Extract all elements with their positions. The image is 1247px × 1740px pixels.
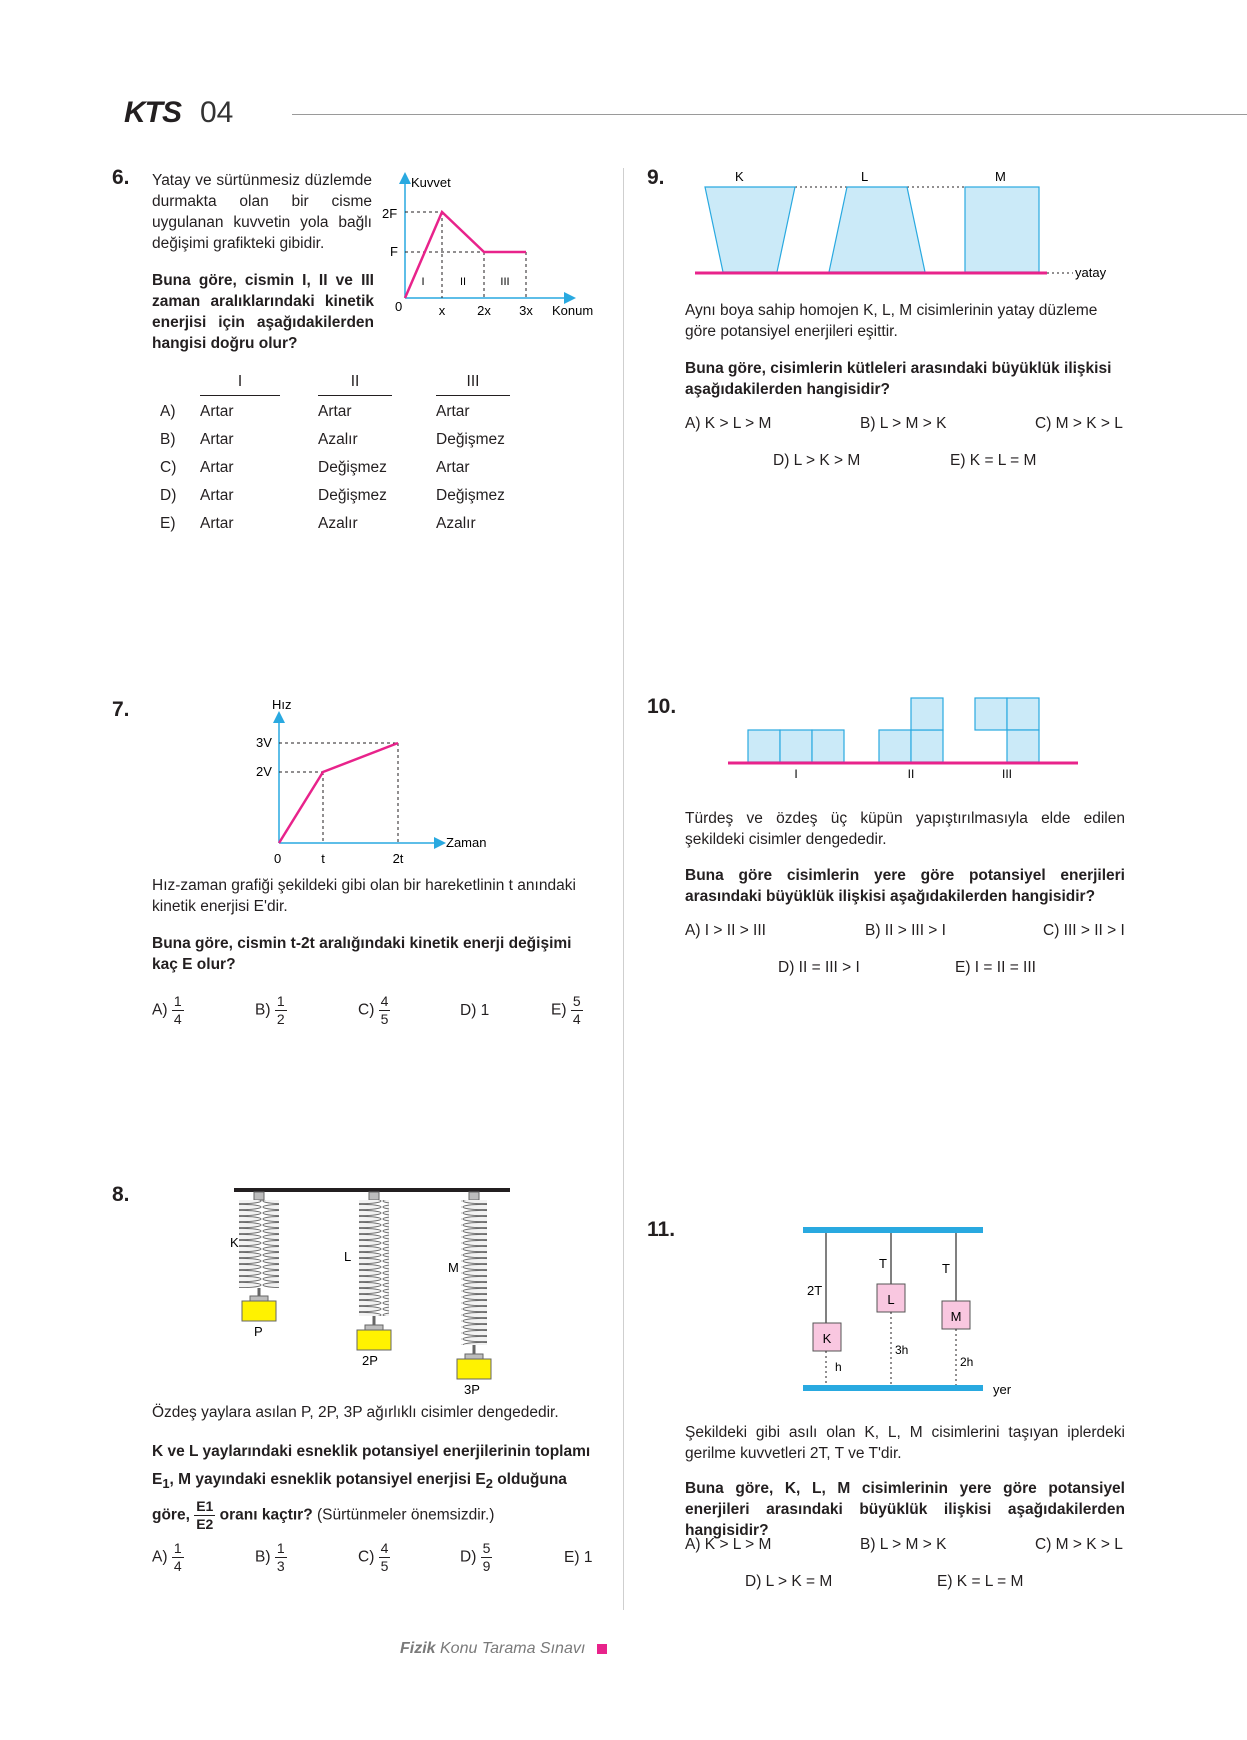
q6-option-d-letter: D) — [160, 487, 177, 504]
q9-option-d[interactable]: D) L > K > M — [773, 452, 861, 469]
q6-ylabel: Kuvvet — [411, 175, 451, 190]
q8-option-c-num: 4 — [380, 1540, 389, 1556]
q10-option-b[interactable]: B) II > III > I — [865, 922, 946, 939]
footer — [400, 1640, 607, 1658]
q10-body-2 — [879, 698, 943, 762]
q7-option-a-num: 1 — [173, 993, 182, 1009]
q9-body-m — [965, 187, 1039, 272]
q11-text: Şekildeki gibi asılı olan K, L, M cisimlerini taşıyan iplerdeki gerilme kuvvetleri 2T, T ve T'dir. — [685, 1424, 1125, 1462]
q7-option-b-num: 1 — [276, 993, 285, 1009]
q6-option-b-2: Azalır — [318, 431, 358, 448]
q8-mass-p — [242, 1301, 276, 1321]
q10-option-c[interactable]: C) III > II > I — [1043, 922, 1125, 939]
q8-label-l: L — [344, 1249, 352, 1264]
q6-header-2: II — [318, 373, 392, 396]
q6-text: Yatay ve sürtünmesiz düzlemde durmakta olan bir cisme uygulanan kuvvetin yola bağlı değişimi grafikteki gibidir. — [152, 172, 372, 252]
q11-option-e[interactable]: E) K = L = M — [937, 1573, 1024, 1590]
q10-option-e[interactable]: E) I = II = III — [955, 959, 1036, 976]
q10-body-1 — [748, 730, 844, 762]
q8-option-a-fraction — [172, 1540, 184, 1575]
q6-option-e[interactable] — [160, 510, 536, 538]
q9-label-l: L — [861, 169, 869, 184]
header-rule — [292, 114, 1247, 115]
q8-option-c-fraction — [379, 1540, 391, 1575]
q9-option-c[interactable]: C) M > K > L — [1035, 415, 1123, 432]
q6-option-c-3: Artar — [436, 459, 470, 476]
q8-number: 8. — [112, 1183, 130, 1206]
q10-figure — [728, 690, 1088, 780]
q8-mass-2p — [357, 1330, 391, 1350]
q10-label-1: I — [794, 767, 798, 780]
q11-figure — [795, 1220, 1025, 1405]
q10-text: Türdeş ve özdeş üç küpün yapıştırılmasıyla elde edilen şekildeki cisimler dengededir. — [685, 810, 1125, 848]
q6-question: Buna göre, cismin I, II ve III zaman aralıklarındaki kinetik enerjisi için aşağıdakilerden hangisi doğru olur? — [152, 272, 374, 352]
q8-option-d-den: 9 — [482, 1558, 491, 1574]
q9-question: Buna göre, cisimlerin kütleleri arasındaki büyüklük ilişkisi aşağıdakilerden hangisidir? — [685, 360, 1112, 398]
q7-option-d-value: 1 — [480, 1002, 490, 1019]
q6-option-c[interactable] — [160, 454, 536, 482]
q8-text: Özdeş yaylara asılan P, 2P, 3P ağırlıklı cisimler dengededir. — [152, 1404, 559, 1421]
q6-x-tick-2x: 2x — [477, 303, 491, 318]
q8-label-p: P — [254, 1324, 263, 1339]
q8-option-b[interactable] — [255, 1540, 287, 1575]
q11-ground — [803, 1385, 983, 1391]
q8-option-a-num: 1 — [173, 1540, 182, 1556]
q10-option-d[interactable]: D) II = III > I — [778, 959, 860, 976]
q6-option-b[interactable] — [160, 426, 536, 454]
q7-option-d-letter: D) — [460, 1002, 477, 1019]
q8-option-b-den: 3 — [276, 1558, 285, 1574]
q8-sub-1: 1 — [162, 1476, 170, 1492]
q11-question: Buna göre, K, L, M cisimlerinin yere göre potansiyel enerjileri arasındaki büyüklük ilişkisi aşağıdakilerden hangisidir? — [685, 1480, 1125, 1539]
q8-option-a-den: 4 — [173, 1558, 182, 1574]
q6-region-1: I — [421, 276, 425, 288]
q7-option-e-letter: E) — [551, 1001, 567, 1019]
q8-ratio-den: E2 — [196, 1516, 214, 1533]
q10-question: Buna göre cisimlerin yere göre potansiyel enerjileri arasındaki büyüklük ilişkisi aşağıdakilerden hangisidir? — [685, 867, 1125, 905]
q6-option-e-1: Artar — [200, 515, 234, 532]
q8-label-2p: 2P — [362, 1353, 378, 1368]
q7-option-e[interactable] — [551, 993, 583, 1028]
q9-text: Aynı boya sahip homojen K, L, M cisimlerinin yatay düzleme göre potansiyel enerjileri eşittir. — [685, 302, 1098, 340]
column-divider — [623, 168, 624, 1610]
q6-option-d-2: Değişmez — [318, 487, 387, 504]
q7-option-e-den: 4 — [572, 1011, 581, 1027]
q6-options-table — [160, 370, 536, 538]
footer-subject: Fizik — [400, 1640, 436, 1657]
q8-ratio-num: E1 — [196, 1498, 214, 1515]
q7-option-b[interactable] — [255, 993, 287, 1028]
q11-tension-l: T — [879, 1256, 887, 1271]
q11-label-l: L — [887, 1292, 895, 1307]
q6-option-a-letter: A) — [160, 403, 176, 420]
q6-option-b-3: Değişmez — [436, 431, 505, 448]
q7-number: 7. — [112, 698, 130, 721]
q10-body-3 — [975, 698, 1039, 762]
q11-label-k: K — [822, 1331, 832, 1346]
q11-option-b[interactable]: B) L > M > K — [860, 1536, 947, 1553]
q8-spring-k — [239, 1192, 279, 1301]
q11-height-label-m: 2h — [960, 1355, 974, 1369]
q11-number: 11. — [647, 1218, 676, 1241]
q8-option-b-fraction — [275, 1540, 287, 1575]
q6-option-a-1: Artar — [200, 403, 234, 420]
q6-number: 6. — [112, 166, 130, 189]
q10-option-a[interactable]: A) I > II > III — [685, 922, 766, 939]
q9-label-k: K — [735, 169, 744, 184]
q11-option-c[interactable]: C) M > K > L — [1035, 1536, 1123, 1553]
q8-option-c-letter: C) — [358, 1548, 375, 1566]
q6-option-e-letter: E) — [160, 515, 176, 532]
q7-option-c-letter: C) — [358, 1001, 375, 1019]
q7-option-a-letter: A) — [152, 1001, 168, 1019]
q8-question-part3: olduğuna — [492, 1471, 567, 1488]
q7-option-d[interactable] — [460, 1002, 489, 1020]
q7-option-c-den: 5 — [380, 1011, 389, 1027]
q6-option-e-3: Azalır — [436, 515, 476, 532]
q8-option-b-num: 1 — [276, 1540, 285, 1556]
q6-option-c-1: Artar — [200, 459, 234, 476]
q6-header-1: I — [200, 373, 280, 396]
q8-question — [152, 1438, 602, 1533]
q6-option-d-1: Artar — [200, 487, 234, 504]
q6-region-2: II — [459, 276, 467, 288]
q8-option-d-letter: D) — [460, 1548, 477, 1566]
q11-tension-m: T — [942, 1261, 950, 1276]
q8-springs-figure — [222, 1180, 522, 1395]
q8-question-part1: K ve L yaylarındaki esneklik potansiyel enerjilerinin toplamı E — [152, 1443, 591, 1488]
footer-title: Konu Tarama Sınavı — [435, 1640, 586, 1657]
q9-body-k — [705, 187, 795, 272]
q8-spring-l — [359, 1192, 389, 1330]
q8-option-e-letter: E) — [564, 1549, 580, 1566]
q11-label-ground: yer — [993, 1382, 1012, 1397]
q6-origin: 0 — [395, 299, 403, 314]
q9-label-m: M — [995, 169, 1006, 184]
q8-option-d[interactable] — [460, 1540, 492, 1575]
q8-label-k: K — [230, 1235, 239, 1250]
q7-option-c-num: 4 — [380, 993, 389, 1009]
q7-ylabel: Hız — [272, 697, 292, 712]
q10-number: 10. — [647, 695, 677, 718]
q9-body-l — [829, 187, 925, 272]
q7-option-b-fraction — [275, 993, 287, 1028]
q7-option-e-num: 5 — [572, 993, 581, 1009]
q8-option-a[interactable] — [152, 1540, 184, 1575]
q7-x-tick-t: t — [321, 851, 325, 865]
q7-velocity-line — [279, 743, 398, 843]
q9-option-b[interactable]: B) L > M > K — [860, 415, 947, 432]
q8-sub-2: 2 — [485, 1476, 493, 1492]
q8-question-note: (Sürtünmeler önemsizdir.) — [312, 1506, 495, 1524]
q6-option-d[interactable] — [160, 482, 536, 510]
q6-option-e-2: Azalır — [318, 515, 358, 532]
q6-x-tick-3x: 3x — [519, 303, 533, 318]
q6-force-graph — [375, 170, 600, 330]
q8-question-part5: oranı kaçtır? — [215, 1506, 313, 1524]
q7-y-tick-2v: 2V — [256, 764, 272, 779]
q8-option-c[interactable] — [358, 1540, 390, 1575]
q6-option-a-2: Artar — [318, 403, 352, 420]
q6-option-d-3: Değişmez — [436, 487, 505, 504]
footer-square-icon — [597, 1644, 607, 1654]
q8-option-a-letter: A) — [152, 1548, 168, 1566]
q7-x-tick-2t: 2t — [392, 851, 404, 865]
q6-option-b-letter: B) — [160, 431, 176, 448]
q8-label-3p: 3P — [464, 1382, 480, 1395]
q6-x-tick-x: x — [438, 303, 446, 318]
q6-header-3: III — [436, 373, 510, 396]
q8-option-b-letter: B) — [255, 1548, 271, 1566]
q9-figure — [695, 165, 1135, 285]
q11-option-a[interactable]: A) K > L > M — [685, 1536, 772, 1553]
test-number: 04 — [200, 96, 234, 129]
q9-label-ground: yatay — [1075, 265, 1107, 280]
q7-question: Buna göre, cismin t-2t aralığındaki kinetik enerji değişimi kaç E olur? — [152, 935, 572, 973]
q7-option-e-fraction — [571, 993, 583, 1028]
q11-ceiling — [803, 1227, 983, 1233]
q10-label-3: III — [1001, 767, 1013, 780]
q6-option-a-3: Artar — [436, 403, 470, 420]
q7-origin: 0 — [274, 851, 282, 865]
q10-label-2: II — [907, 767, 915, 780]
q6-option-a[interactable] — [160, 398, 536, 426]
q9-option-e[interactable]: E) K = L = M — [950, 452, 1037, 469]
q7-option-a-den: 4 — [173, 1011, 182, 1027]
q7-option-b-letter: B) — [255, 1001, 271, 1019]
q11-height-label-l: 3h — [895, 1343, 909, 1357]
q7-xlabel: Zaman — [446, 835, 487, 850]
q8-spring-m — [461, 1192, 487, 1359]
q8-option-d-fraction — [481, 1540, 493, 1575]
q7-option-c[interactable] — [358, 993, 390, 1028]
q11-height-label-k: h — [835, 1360, 842, 1374]
q7-option-a-fraction — [172, 993, 184, 1028]
q8-ratio-fraction — [194, 1498, 215, 1533]
q8-option-e[interactable] — [564, 1549, 592, 1567]
brand-logo: KTS — [124, 96, 181, 129]
q8-option-c-den: 5 — [380, 1558, 389, 1574]
q6-xlabel: Konum — [552, 303, 594, 318]
q6-option-c-2: Değişmez — [318, 459, 387, 476]
q8-mass-3p — [457, 1359, 491, 1379]
q7-option-c-fraction — [379, 993, 391, 1028]
q7-text: Hız-zaman grafiği şekildeki gibi olan bir hareketlinin t anındaki kinetik enerjisi E'dir. — [152, 877, 576, 915]
q8-option-d-num: 5 — [482, 1540, 491, 1556]
q7-option-b-den: 2 — [276, 1011, 285, 1027]
q11-label-m: M — [950, 1309, 962, 1324]
q6-y-tick-2f: 2F — [382, 206, 398, 221]
q8-ceiling — [234, 1188, 510, 1192]
q6-region-3: III — [500, 276, 510, 288]
q8-question-part4: göre, — [152, 1506, 195, 1524]
q9-option-a[interactable]: A) K > L > M — [685, 415, 772, 432]
q8-question-part2: , M yayındaki esneklik potansiyel enerjisi E — [169, 1471, 486, 1488]
q6-option-b-1: Artar — [200, 431, 234, 448]
q7-y-tick-3v: 3V — [256, 735, 272, 750]
q11-tension-k: 2T — [807, 1283, 823, 1298]
q8-option-e-value: 1 — [583, 1549, 593, 1566]
q7-option-a[interactable] — [152, 993, 184, 1028]
q6-header-row — [160, 370, 536, 398]
q8-label-m: M — [448, 1260, 459, 1275]
q7-velocity-graph — [250, 695, 500, 865]
q6-y-tick-f: F — [390, 244, 398, 259]
q11-option-d[interactable]: D) L > K = M — [745, 1573, 833, 1590]
q6-option-c-letter: C) — [160, 459, 177, 476]
q9-number: 9. — [647, 166, 665, 189]
